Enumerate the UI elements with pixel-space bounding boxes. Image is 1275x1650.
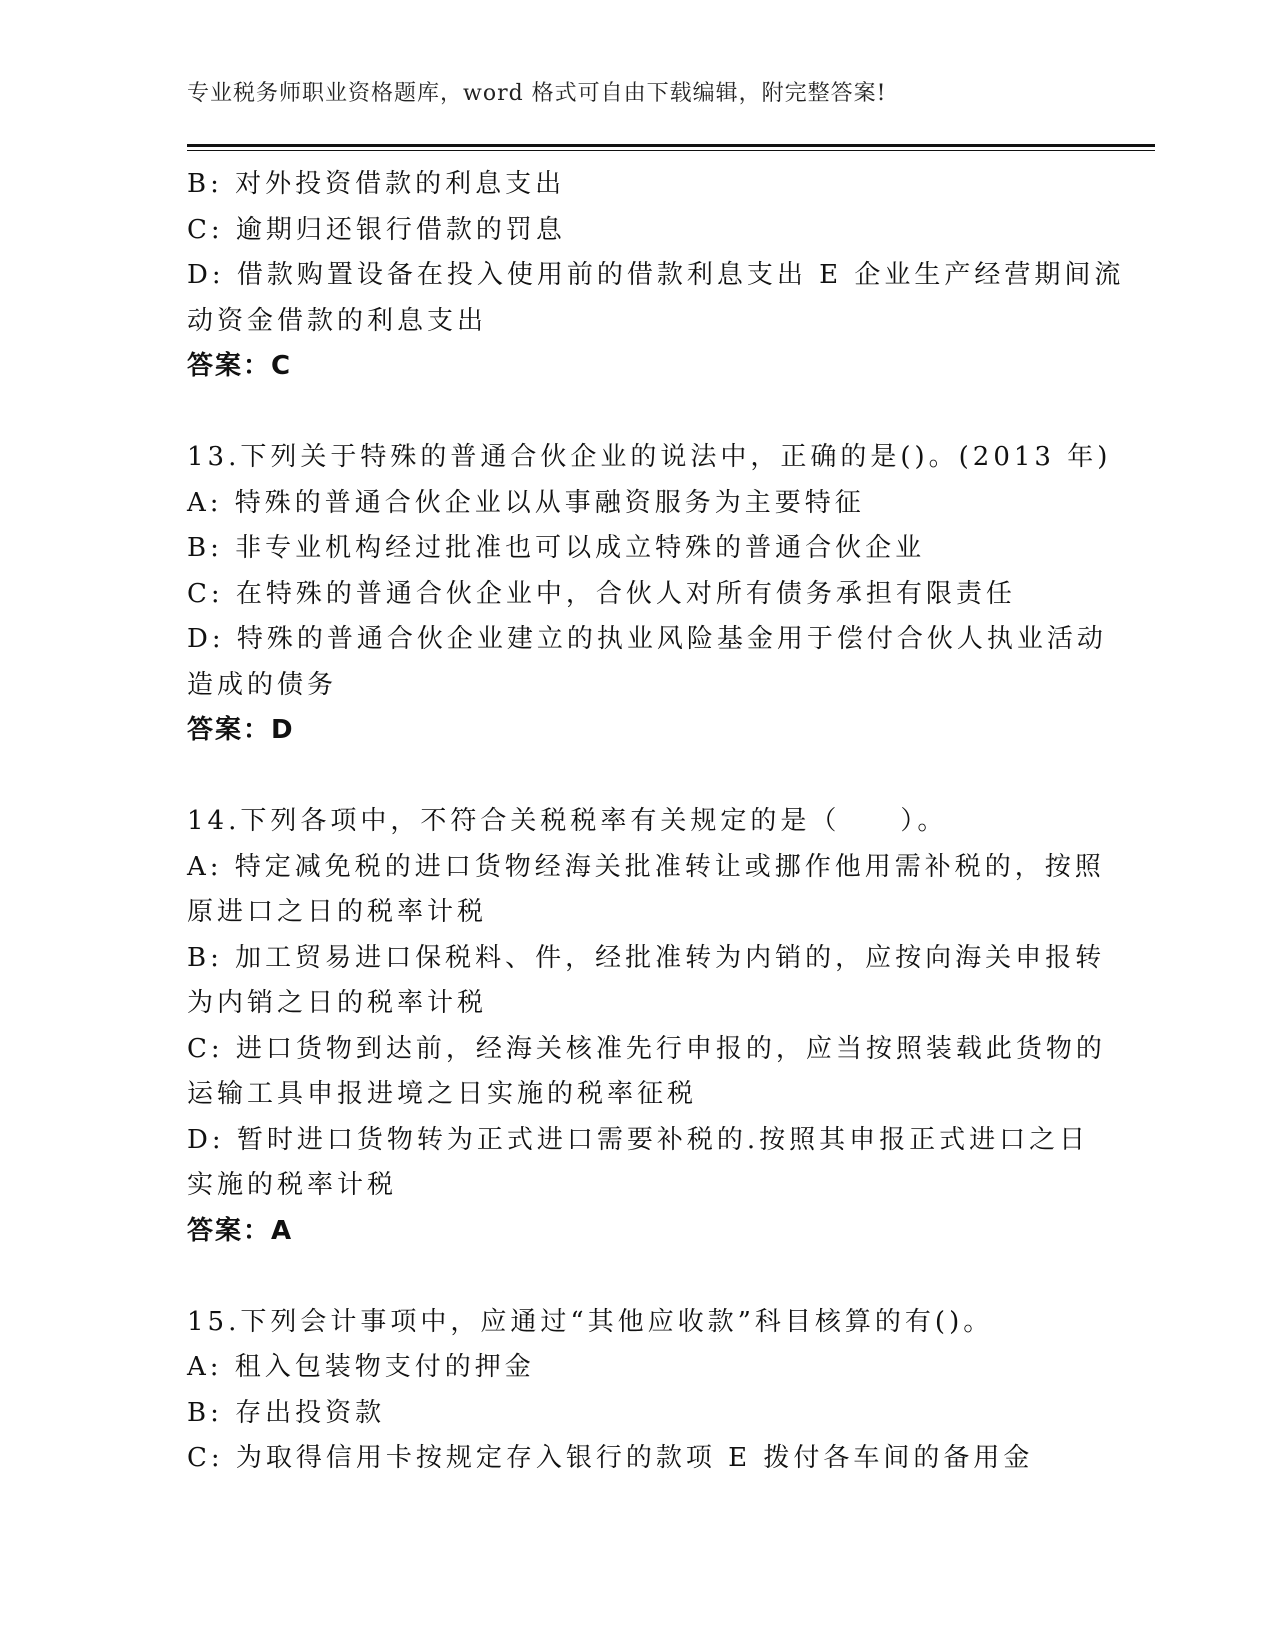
- q14-option-b-line2: 为内销之日的税率计税: [187, 988, 488, 1018]
- q12-option-b: B: 对外投资借款的利息支出: [187, 169, 566, 199]
- header-rule-thick: [187, 144, 1155, 147]
- q14-option-d-line1: D: 暂时进口货物转为正式进口需要补税的.按照其申报正式进口之日: [187, 1124, 1090, 1155]
- q14-option-c-line1: C: 进口货物到达前，经海关核准先行申报的，应当按照装载此货物的: [187, 1033, 1106, 1064]
- spacer: [187, 1254, 1087, 1300]
- q14-stem: 14.下列各项中，不符合关税税率有关规定的是（ ）。: [187, 806, 948, 836]
- q13-option-c: C: 在特殊的普通合伙企业中，合伙人对所有债务承担有限责任: [187, 578, 1016, 609]
- q14-option-a-line2: 原进口之日的税率计税: [187, 897, 488, 927]
- q13-option-d-line1: D: 特殊的普通合伙企业建立的执业风险基金用于偿付合伙人执业活动: [187, 624, 1107, 654]
- q14-option-b-line1: B: 加工贸易进口保税料、件，经批准转为内销的，应按向海关申报转: [187, 942, 1106, 973]
- header-rule-thin: [187, 150, 1155, 151]
- q13-answer: 答案：D: [187, 715, 295, 745]
- q15-option-b: B: 存出投资款: [187, 1397, 386, 1428]
- q15-stem: 15.下列会计事项中，应通过“其他应收款”科目核算的有()。: [187, 1306, 994, 1337]
- q13-option-a: A: 特殊的普通合伙企业以从事融资服务为主要特征: [187, 487, 865, 518]
- q12-option-d-line2: 动资金借款的利息支出: [187, 305, 488, 336]
- q15-option-a: A: 租入包装物支付的押金: [187, 1352, 535, 1382]
- spacer: [187, 390, 1087, 436]
- q12-answer: 答案：C: [187, 351, 293, 381]
- q13-option-d-line2: 造成的债务: [187, 669, 338, 700]
- q14-option-d-line2: 实施的税率计税: [187, 1170, 398, 1200]
- q14-answer: 答案：A: [187, 1215, 294, 1246]
- spacer: [187, 754, 1087, 800]
- q13-option-b: B: 非专业机构经过批准也可以成立特殊的普通合伙企业: [187, 533, 926, 563]
- question-content: [187, 162, 1125, 1482]
- q12-option-d-line1: D: 借款购置设备在投入使用前的借款利息支出 E 企业生产经营期间流: [187, 260, 1125, 290]
- q15-option-c: C: 为取得信用卡按规定存入银行的款项 E 拨付各车间的备用金: [187, 1443, 1034, 1473]
- page-header-note: 专业税务师职业资格题库，word 格式可自由下载编辑，附完整答案!: [187, 81, 887, 106]
- q14-option-a-line1: A: 特定减免税的进口货物经海关批准转让或挪作他用需补税的，按照: [187, 851, 1105, 882]
- q12-option-c: C: 逾期归还银行借款的罚息: [187, 214, 566, 245]
- q13-stem: 13.下列关于特殊的普通合伙企业的说法中，正确的是()。(2013 年): [187, 442, 1112, 472]
- q14-option-c-line2: 运输工具申报进境之日实施的税率征税: [187, 1079, 698, 1109]
